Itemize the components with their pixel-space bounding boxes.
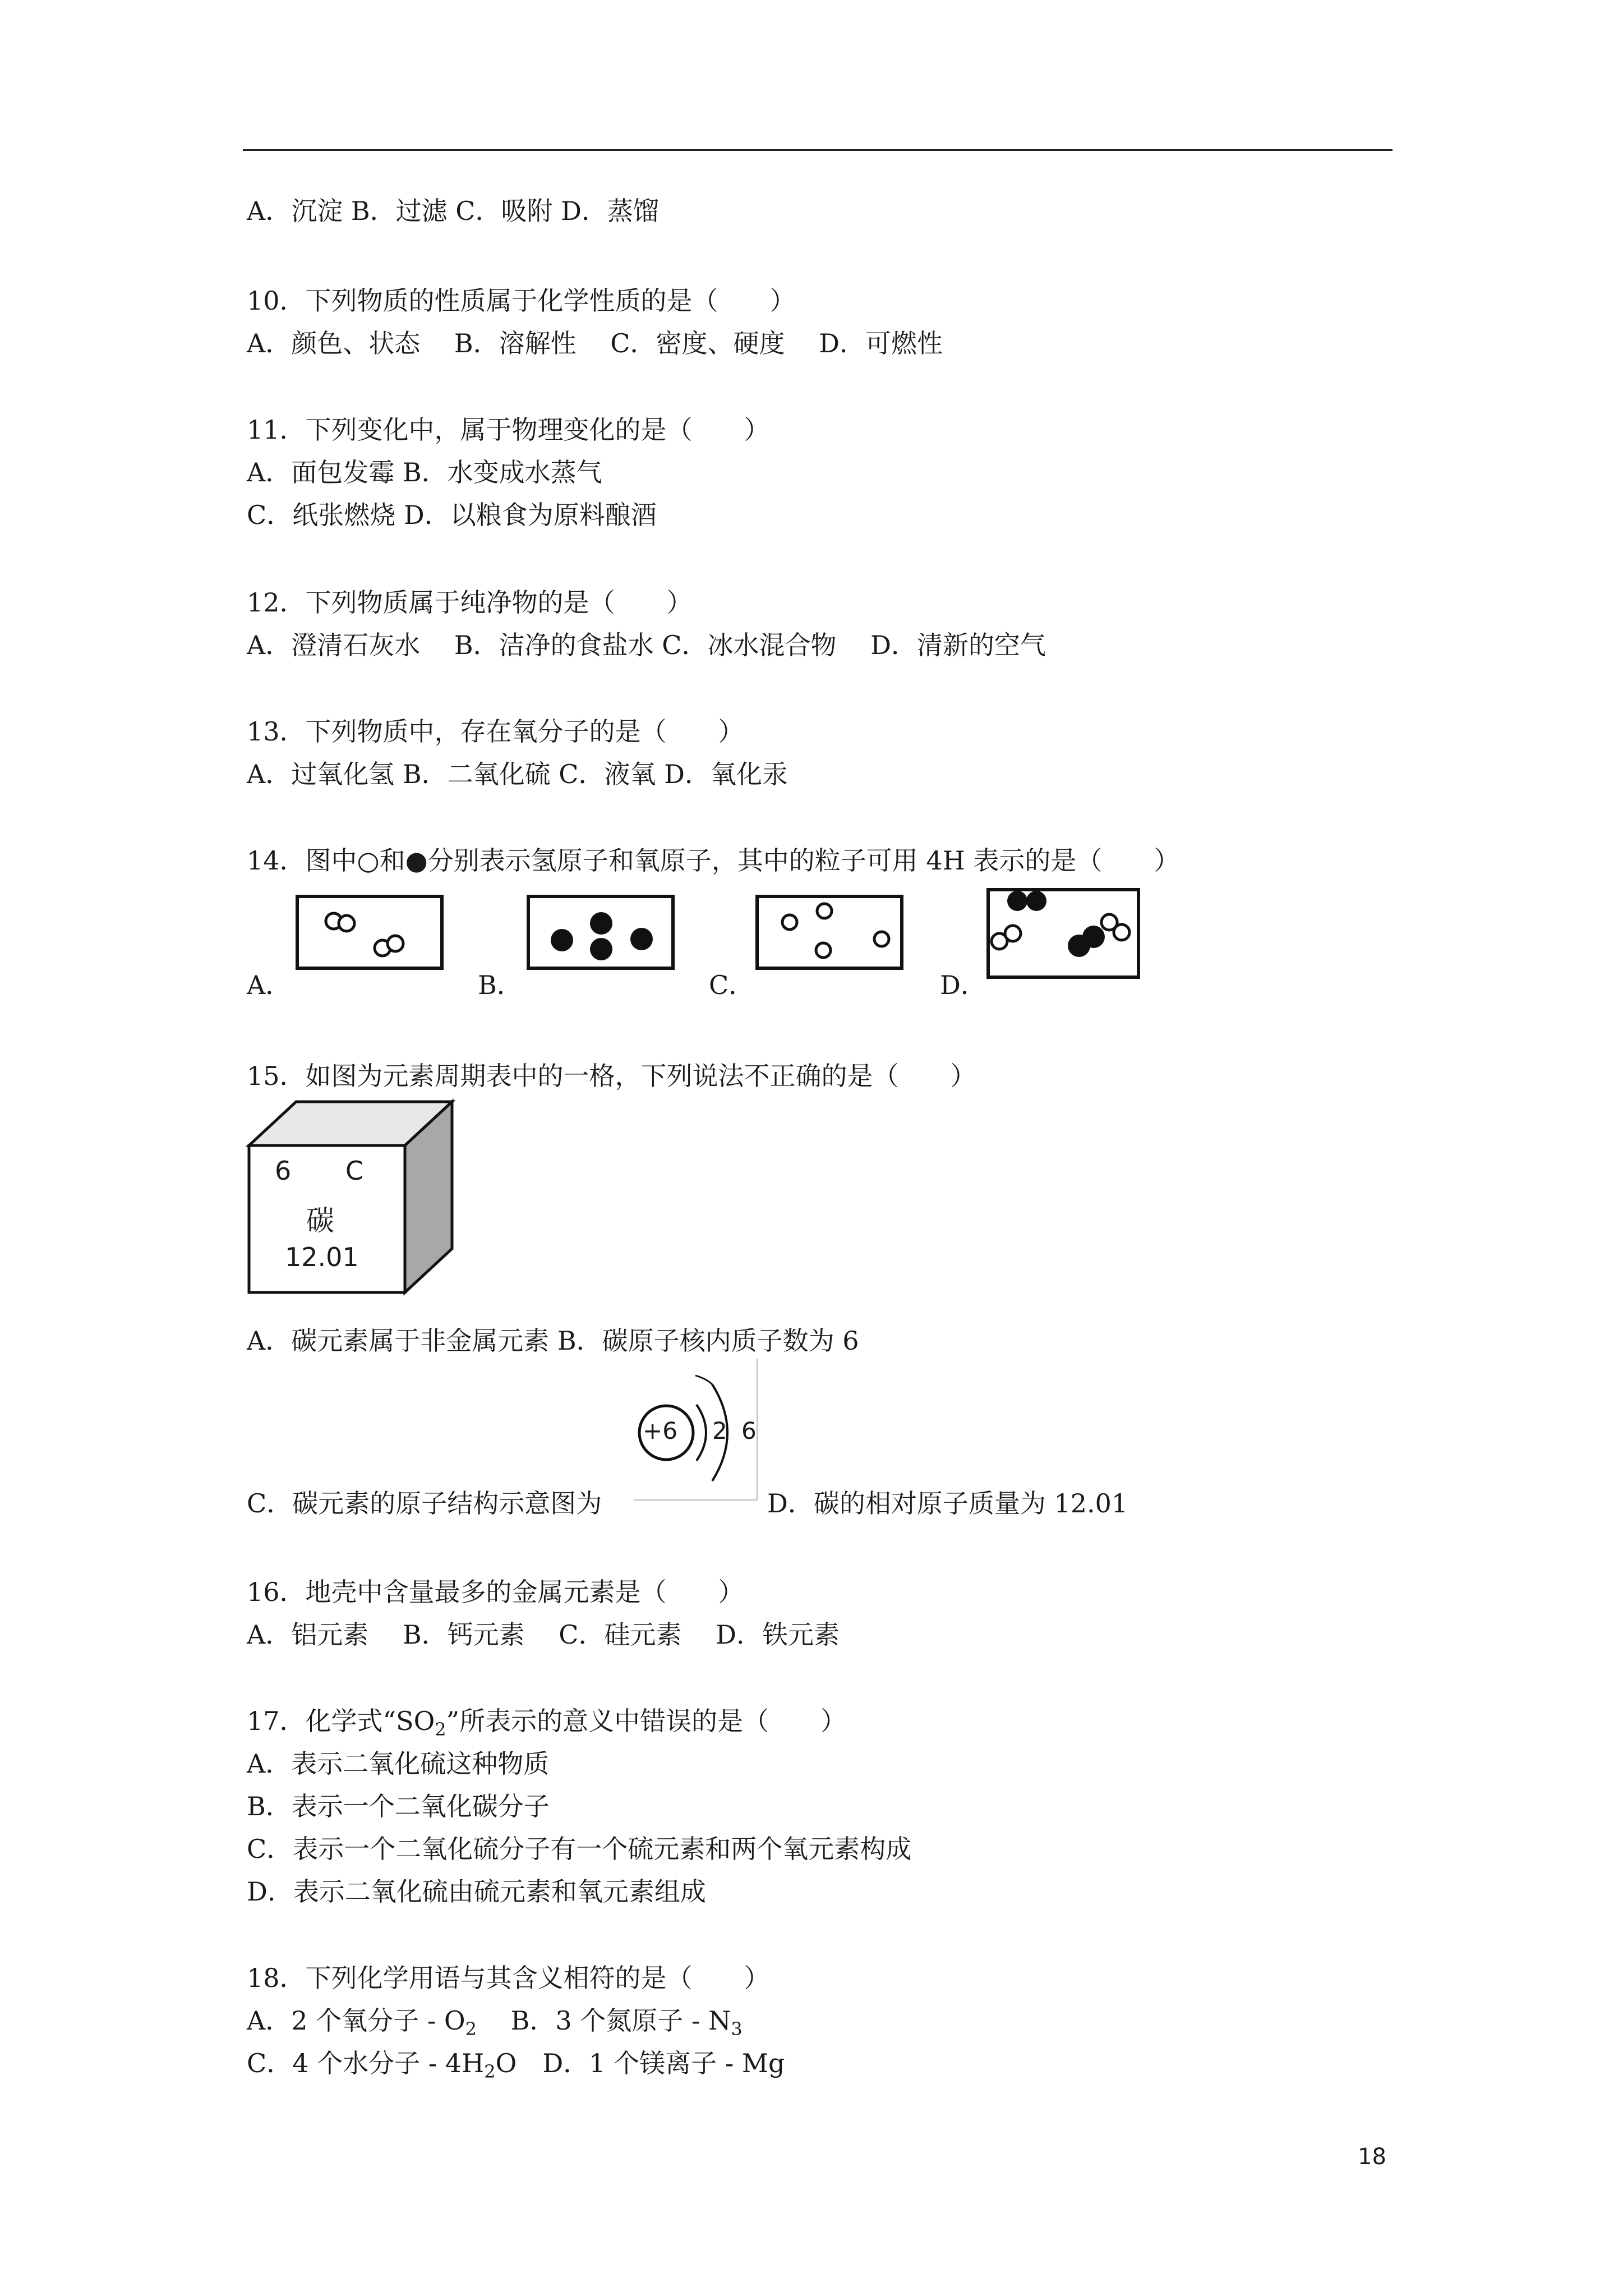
q14-option-c-diagram (751, 892, 909, 976)
q18-a-pre: A．2 个氧分子 - O (247, 2005, 465, 2036)
q11-options-cd: C．纸张燃烧 D．以粮食为原料酿酒 (247, 500, 657, 530)
q13-options: A．过氧化氢 B．二氧化硫 C．液氧 D．氧化汞 (247, 759, 788, 789)
q14-label-d: D． (940, 970, 986, 1000)
q18-c-sub: 2 (484, 2061, 496, 2082)
q17-option-b: B．表示一个二氧化碳分子 (247, 1791, 550, 1821)
q16-stem: 16．地壳中含量最多的金属元素是（ ） (247, 1577, 744, 1607)
q17-stem-sub: 2 (435, 1719, 446, 1740)
q14-option-b-diagram (523, 892, 680, 976)
atom-nucleus-label: +6 (643, 1417, 677, 1444)
q18-a-sub: 2 (465, 2018, 477, 2040)
q14-label-b: B． (478, 970, 523, 1000)
q10-options: A．颜色、状态 B．溶解性 C．密度、硬度 D．可燃性 (247, 328, 943, 358)
q12-options: A．澄清石灰水 B．洁净的食盐水 C．冰水混合物 D．清新的空气 (247, 630, 1046, 660)
q10-stem: 10．下列物质的性质属于化学性质的是（ ） (247, 286, 796, 316)
q12-stem: 12．下列物质属于纯净物的是（ ） (247, 587, 693, 618)
q13-stem: 13．下列物质中，存在氧分子的是（ ） (247, 716, 744, 747)
q15-stem: 15．如图为元素周期表中的一格，下列说法不正确的是（ ） (247, 1061, 976, 1091)
q16-options: A．铝元素 B．钙元素 C．硅元素 D．铁元素 (247, 1619, 840, 1650)
q18-options-cd (247, 2047, 785, 2087)
q14-option-a-diagram (292, 892, 449, 976)
header-rule (243, 149, 1393, 151)
atom-shell-1: 2 (712, 1417, 727, 1444)
q17-stem (247, 1705, 846, 1745)
q14-label-c: C． (709, 970, 755, 1000)
q17-option-d: D．表示二氧化硫由硫元素和氧元素组成 (247, 1876, 706, 1907)
q18-b-pre: B．3 个氮原子 - N (476, 2005, 731, 2036)
element-mass: 12.01 (285, 1242, 359, 1272)
element-symbol: C (345, 1156, 364, 1186)
q18-c-pre: C．4 个水分子 - 4H (247, 2048, 485, 2078)
q17-option-c: C．表示一个二氧化硫分子有一个硫元素和两个氧元素构成 (247, 1834, 912, 1864)
q15-options-ab: A．碳元素属于非金属元素 B．碳原子核内质子数为 6 (247, 1326, 859, 1356)
atom-shell-2: 6 (741, 1417, 757, 1444)
q18-options-ab (247, 2005, 743, 2045)
element-name: 碳 (306, 1204, 334, 1237)
q15-option-c: C．碳元素的原子结构示意图为 (247, 1488, 602, 1519)
q15-option-d: D．碳的相对原子质量为 12.01 (767, 1488, 1128, 1519)
q17-stem-pre: 17．化学式“SO (247, 1706, 435, 1736)
q18-c-post: O D．1 个镁离子 - Mg (495, 2048, 785, 2078)
q11-stem: 11．下列变化中，属于物理变化的是（ ） (247, 415, 770, 445)
q17-stem-post: ”所表示的意义中错误的是（ ） (446, 1706, 847, 1736)
element-number: 6 (275, 1156, 292, 1186)
q14-option-d-diagram (983, 882, 1145, 988)
q18-stem: 18．下列化学用语与其含义相符的是（ ） (247, 1963, 770, 1993)
q11-options-ab: A．面包发霉 B．水变成水蒸气 (247, 457, 602, 487)
page-number: 18 (1358, 2144, 1386, 2170)
q17-option-a: A．表示二氧化硫这种物质 (247, 1749, 550, 1779)
q9-options: A．沉淀 B．过滤 C．吸附 D．蒸馏 (247, 196, 659, 226)
q14-label-a: A． (247, 970, 292, 1000)
q14-stem: 14．图中○和●分别表示氢原子和氧原子，其中的粒子可用 4H 表示的是（ ） (247, 845, 1180, 876)
q18-b-sub: 3 (731, 2018, 743, 2040)
